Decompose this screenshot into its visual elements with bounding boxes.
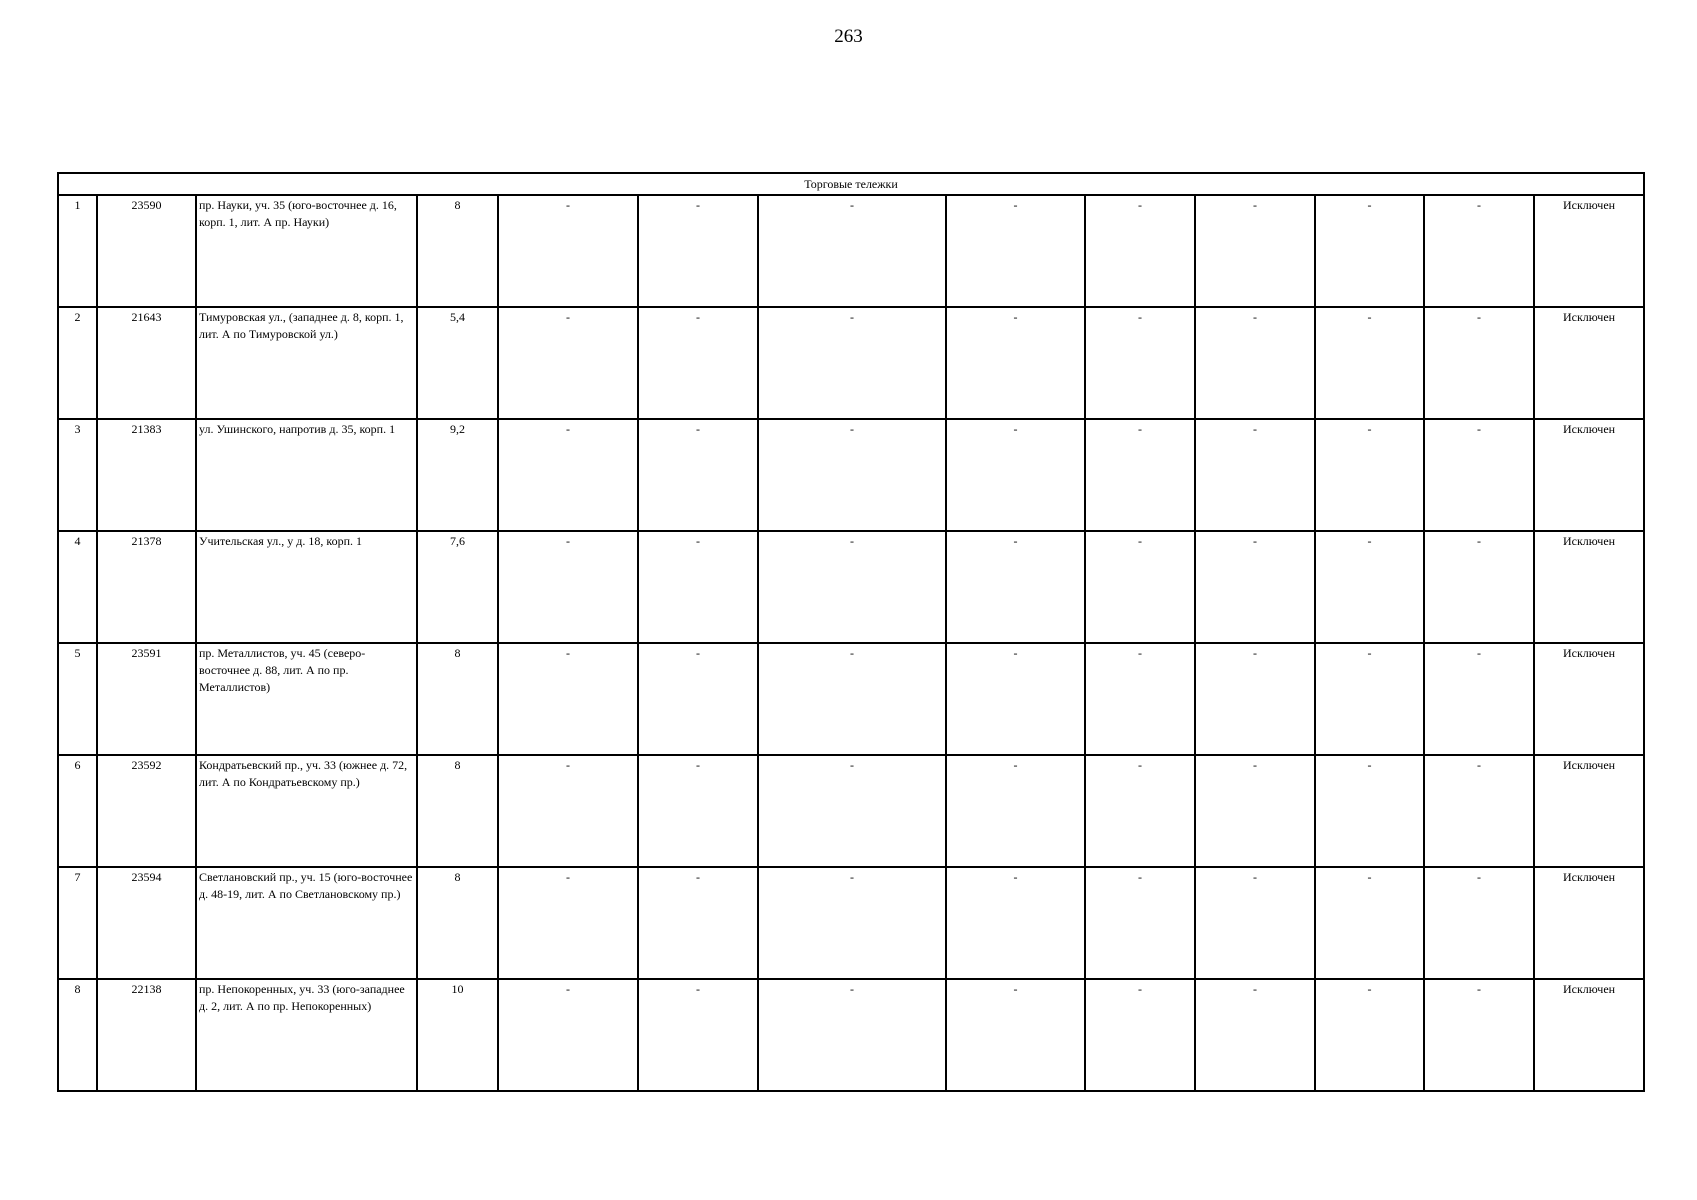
dash-cell: - xyxy=(1085,867,1195,979)
dash-cell: - xyxy=(1085,643,1195,755)
dash-cell: - xyxy=(1315,531,1424,643)
dash-cell: - xyxy=(1085,979,1195,1091)
dash-cell: - xyxy=(1315,979,1424,1091)
area-cell: 8 xyxy=(417,643,498,755)
row-number-cell: 1 xyxy=(58,195,97,307)
dash-cell: - xyxy=(946,643,1085,755)
dash-cell: - xyxy=(1315,419,1424,531)
dash-cell: - xyxy=(498,419,638,531)
status-cell: Исключен xyxy=(1534,643,1644,755)
dash-cell: - xyxy=(1085,755,1195,867)
object-id-cell: 23590 xyxy=(97,195,196,307)
dash-cell: - xyxy=(946,419,1085,531)
placement-table xyxy=(57,172,1645,1092)
area-cell: 5,4 xyxy=(417,307,498,419)
dash-cell: - xyxy=(1085,195,1195,307)
dash-cell: - xyxy=(946,755,1085,867)
dash-cell: - xyxy=(1424,867,1534,979)
object-id-cell: 23594 xyxy=(97,867,196,979)
dash-cell: - xyxy=(638,979,758,1091)
dash-cell: - xyxy=(1195,643,1315,755)
dash-cell: - xyxy=(1424,195,1534,307)
dash-cell: - xyxy=(638,419,758,531)
object-id-cell: 22138 xyxy=(97,979,196,1091)
address-cell: пр. Металлистов, уч. 45 (северо-восточнее д. 88, лит. А по пр. Металлистов) xyxy=(196,643,417,755)
table-row xyxy=(58,195,1644,307)
address-cell: Светлановский пр., уч. 15 (юго-восточнее д. 48-19, лит. А по Светлановскому пр.) xyxy=(196,867,417,979)
table-row xyxy=(58,979,1644,1091)
dash-cell: - xyxy=(498,195,638,307)
dash-cell: - xyxy=(1195,979,1315,1091)
page-number: 263 xyxy=(834,26,863,47)
dash-cell: - xyxy=(758,755,946,867)
object-id-cell: 23592 xyxy=(97,755,196,867)
dash-cell: - xyxy=(946,307,1085,419)
dash-cell: - xyxy=(1085,419,1195,531)
dash-cell: - xyxy=(946,867,1085,979)
dash-cell: - xyxy=(498,643,638,755)
row-number-cell: 5 xyxy=(58,643,97,755)
section-title: Торговые тележки xyxy=(58,173,1644,195)
dash-cell: - xyxy=(1424,755,1534,867)
dash-cell: - xyxy=(1195,755,1315,867)
table-row xyxy=(58,867,1644,979)
dash-cell: - xyxy=(1085,531,1195,643)
dash-cell: - xyxy=(638,755,758,867)
status-cell: Исключен xyxy=(1534,419,1644,531)
row-number-cell: 6 xyxy=(58,755,97,867)
dash-cell: - xyxy=(498,531,638,643)
table-row xyxy=(58,419,1644,531)
object-id-cell: 23591 xyxy=(97,643,196,755)
row-number-cell: 7 xyxy=(58,867,97,979)
area-cell: 7,6 xyxy=(417,531,498,643)
area-cell: 8 xyxy=(417,755,498,867)
dash-cell: - xyxy=(946,979,1085,1091)
address-cell: Учительская ул., у д. 18, корп. 1 xyxy=(196,531,417,643)
dash-cell: - xyxy=(1424,307,1534,419)
row-number-cell: 2 xyxy=(58,307,97,419)
dash-cell: - xyxy=(638,195,758,307)
address-cell: Кондратьевский пр., уч. 33 (южнее д. 72, лит. А по Кондратьевскому пр.) xyxy=(196,755,417,867)
table-row xyxy=(58,531,1644,643)
dash-cell: - xyxy=(638,867,758,979)
row-number-cell: 4 xyxy=(58,531,97,643)
area-cell: 9,2 xyxy=(417,419,498,531)
dash-cell: - xyxy=(498,979,638,1091)
dash-cell: - xyxy=(1195,531,1315,643)
status-cell: Исключен xyxy=(1534,979,1644,1091)
dash-cell: - xyxy=(758,195,946,307)
dash-cell: - xyxy=(758,531,946,643)
table-row xyxy=(58,643,1644,755)
dash-cell: - xyxy=(1195,307,1315,419)
dash-cell: - xyxy=(1315,867,1424,979)
dash-cell: - xyxy=(758,419,946,531)
dash-cell: - xyxy=(758,307,946,419)
dash-cell: - xyxy=(1424,419,1534,531)
table-row xyxy=(58,307,1644,419)
status-cell: Исключен xyxy=(1534,307,1644,419)
dash-cell: - xyxy=(1195,419,1315,531)
address-cell: Тимуровская ул., (западнее д. 8, корп. 1, лит. А по Тимуровской ул.) xyxy=(196,307,417,419)
area-cell: 8 xyxy=(417,867,498,979)
address-cell: пр. Науки, уч. 35 (юго-восточнее д. 16, корп. 1, лит. А пр. Науки) xyxy=(196,195,417,307)
dash-cell: - xyxy=(758,979,946,1091)
dash-cell: - xyxy=(498,867,638,979)
dash-cell: - xyxy=(946,195,1085,307)
dash-cell: - xyxy=(1315,195,1424,307)
row-number-cell: 3 xyxy=(58,419,97,531)
area-cell: 10 xyxy=(417,979,498,1091)
dash-cell: - xyxy=(1315,307,1424,419)
dash-cell: - xyxy=(1315,643,1424,755)
dash-cell: - xyxy=(638,307,758,419)
dash-cell: - xyxy=(1424,531,1534,643)
dash-cell: - xyxy=(638,531,758,643)
status-cell: Исключен xyxy=(1534,531,1644,643)
dash-cell: - xyxy=(946,531,1085,643)
dash-cell: - xyxy=(638,643,758,755)
dash-cell: - xyxy=(1424,979,1534,1091)
status-cell: Исключен xyxy=(1534,195,1644,307)
object-id-cell: 21383 xyxy=(97,419,196,531)
object-id-cell: 21643 xyxy=(97,307,196,419)
dash-cell: - xyxy=(498,755,638,867)
dash-cell: - xyxy=(498,307,638,419)
status-cell: Исключен xyxy=(1534,867,1644,979)
section-header-row xyxy=(58,173,1644,195)
row-number-cell: 8 xyxy=(58,979,97,1091)
dash-cell: - xyxy=(1085,307,1195,419)
table-row xyxy=(58,755,1644,867)
status-cell: Исключен xyxy=(1534,755,1644,867)
dash-cell: - xyxy=(1424,643,1534,755)
area-cell: 8 xyxy=(417,195,498,307)
address-cell: пр. Непокоренных, уч. 33 (юго-западнее д. 2, лит. А по пр. Непокоренных) xyxy=(196,979,417,1091)
dash-cell: - xyxy=(758,867,946,979)
address-cell: ул. Ушинского, напротив д. 35, корп. 1 xyxy=(196,419,417,531)
dash-cell: - xyxy=(758,643,946,755)
dash-cell: - xyxy=(1315,755,1424,867)
object-id-cell: 21378 xyxy=(97,531,196,643)
dash-cell: - xyxy=(1195,867,1315,979)
dash-cell: - xyxy=(1195,195,1315,307)
